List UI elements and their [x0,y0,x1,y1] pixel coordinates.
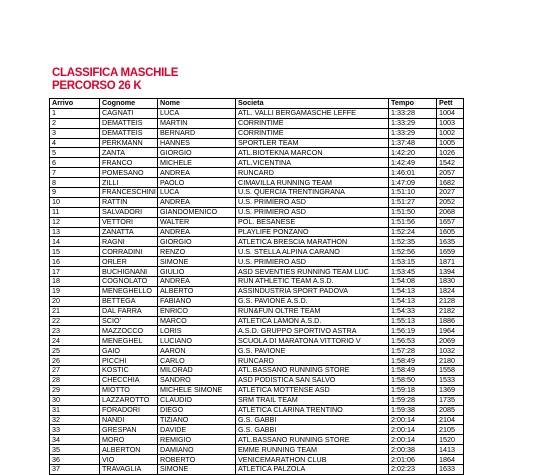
table-row [50,435,464,445]
time-cell: 1:56:19 [389,326,437,336]
first-name-cell: SIMONE [158,464,236,474]
table-row [50,128,464,138]
arrival-position-cell: 31 [50,405,100,415]
arrival-position-cell: 4 [50,138,100,148]
surname-cell: RAGNI [100,237,158,247]
table-row [50,148,464,158]
surname-cell: SCIO' [100,316,158,326]
table-row [50,385,464,395]
club-cell: G.S. GABBI [236,425,389,435]
club-cell: POL. BESANESE [236,217,389,227]
bib-number-cell: 1413 [437,445,464,455]
club-cell: ATL.BIOTEKNA MARCON [236,148,389,158]
first-name-cell: ROBERTO [158,455,236,465]
surname-cell: RATTIN [100,197,158,207]
bib-number-cell: 1542 [437,158,464,168]
first-name-cell: PAOLO [158,178,236,188]
table-row [50,158,464,168]
arrival-position-cell: 15 [50,247,100,257]
time-cell: 2:00:14 [389,415,437,425]
bib-number-cell: 2105 [437,425,464,435]
arrival-position-cell: 35 [50,445,100,455]
column-header-arrivo: Arrivo [50,99,100,109]
time-cell: 1:33:29 [389,128,437,138]
arrival-position-cell: 22 [50,316,100,326]
time-cell: 1:33:28 [389,108,437,118]
column-header-pett: Pett [437,99,464,109]
surname-cell: ORLER [100,257,158,267]
arrival-position-cell: 20 [50,296,100,306]
time-cell: 1:52:56 [389,247,437,257]
first-name-cell: FABIANO [158,296,236,306]
bib-number-cell: 1520 [437,435,464,445]
time-cell: 1:59:38 [389,405,437,415]
arrival-position-cell: 27 [50,366,100,376]
first-name-cell: LUCA [158,108,236,118]
table-row [50,257,464,267]
bib-number-cell: 2069 [437,336,464,346]
bib-number-cell: 2182 [437,306,464,316]
club-cell: ATLETICA MOTTENSE ASD [236,385,389,395]
surname-cell: MAZZOCCO [100,326,158,336]
arrival-position-cell: 18 [50,277,100,287]
time-cell: 1:53:15 [389,257,437,267]
club-cell: CORRINTIME [236,118,389,128]
first-name-cell: TIZIANO [158,415,236,425]
table-row [50,286,464,296]
table-row [50,178,464,188]
surname-cell: POMESANO [100,168,158,178]
time-cell: 1:46:01 [389,168,437,178]
arrival-position-cell: 24 [50,336,100,346]
course-subtitle: PERCORSO 26 K [52,80,142,92]
club-cell: U.S. STELLA ALPINA CARANO [236,247,389,257]
time-cell: 1:52:35 [389,237,437,247]
arrival-position-cell: 16 [50,257,100,267]
bib-number-cell: 2052 [437,197,464,207]
bib-number-cell: 1005 [437,138,464,148]
arrival-position-cell: 33 [50,425,100,435]
table-row [50,464,464,474]
table-row [50,207,464,217]
time-cell: 2:01:06 [389,455,437,465]
surname-cell: LAZZAROTTO [100,395,158,405]
first-name-cell: SANDRO [158,375,236,385]
club-cell: CIMAVILLA RUNNING TEAM [236,178,389,188]
surname-cell: ALBERTON [100,445,158,455]
first-name-cell: ANDREA [158,277,236,287]
surname-cell: FORADORI [100,405,158,415]
surname-cell: CORRADINI [100,247,158,257]
surname-cell: FRANCO [100,158,158,168]
arrival-position-cell: 11 [50,207,100,217]
table-row [50,267,464,277]
table-row [50,237,464,247]
time-cell: 1:42:20 [389,148,437,158]
bib-number-cell: 1886 [437,316,464,326]
results-title: CLASSIFICA MASCHILE [52,67,179,79]
time-cell: 1:58:49 [389,366,437,376]
club-cell: ATL.BASSANO RUNNING STORE [236,366,389,376]
arrival-position-cell: 37 [50,464,100,474]
arrival-position-cell: 21 [50,306,100,316]
club-cell: ATLETICA BRESCIA MARATHON [236,237,389,247]
surname-cell: KOSTIC [100,366,158,376]
club-cell: PLAYLIFE PONZANO [236,227,389,237]
surname-cell: MIOTTO [100,385,158,395]
arrival-position-cell: 3 [50,128,100,138]
results-body [50,108,464,474]
time-cell: 1:51:10 [389,188,437,198]
club-cell: U.S. QUERCIA TRENTINGRANA [236,188,389,198]
arrival-position-cell: 34 [50,435,100,445]
time-cell: 1:54:13 [389,286,437,296]
table-row [50,445,464,455]
arrival-position-cell: 36 [50,455,100,465]
arrival-position-cell: 14 [50,237,100,247]
bib-number-cell: 1605 [437,227,464,237]
arrival-position-cell: 2 [50,118,100,128]
bib-number-cell: 2180 [437,356,464,366]
arrival-position-cell: 12 [50,217,100,227]
bib-number-cell: 2128 [437,296,464,306]
time-cell: 1:37:48 [389,138,437,148]
table-row [50,455,464,465]
club-cell: SCUOLA DI MARATONA VITTORIO V [236,336,389,346]
table-row [50,217,464,227]
time-cell: 1:59:28 [389,395,437,405]
first-name-cell: MICHELE [158,158,236,168]
arrival-position-cell: 29 [50,385,100,395]
surname-cell: GAIO [100,346,158,356]
time-cell: 1:33:29 [389,118,437,128]
column-header-nome: Nome [158,99,236,109]
club-cell: ATL.BASSANO RUNNING STORE [236,435,389,445]
time-cell: 1:51:27 [389,197,437,207]
table-row [50,138,464,148]
club-cell: ATL. VALLI BERGAMASCHE LEFFE [236,108,389,118]
table-row [50,197,464,207]
column-header-societa: Societa [236,99,389,109]
first-name-cell: ENRICO [158,306,236,316]
time-cell: 1:55:13 [389,316,437,326]
bib-number-cell: 1735 [437,395,464,405]
time-cell: 1:51:50 [389,207,437,217]
time-cell: 1:54:33 [389,306,437,316]
first-name-cell: RENZO [158,247,236,257]
first-name-cell: MICHELE SIMONE [158,385,236,395]
arrival-position-cell: 13 [50,227,100,237]
first-name-cell: ANDREA [158,168,236,178]
surname-cell: BUCHIGNANI [100,267,158,277]
surname-cell: GRESPAN [100,425,158,435]
surname-cell: CHECCHIA [100,375,158,385]
bib-number-cell: 1026 [437,148,464,158]
surname-cell: VIO [100,455,158,465]
club-cell: EMME RUNNING TEAM [236,445,389,455]
bib-number-cell: 1394 [437,267,464,277]
time-cell: 1:53:45 [389,267,437,277]
surname-cell: ZANTA [100,148,158,158]
first-name-cell: LUCA [158,188,236,198]
bib-number-cell: 1635 [437,237,464,247]
table-row [50,336,464,346]
table-row [50,108,464,118]
first-name-cell: MILORAD [158,366,236,376]
bib-number-cell: 2085 [437,405,464,415]
table-row [50,415,464,425]
first-name-cell: ANDREA [158,227,236,237]
club-cell: G.S. PAVIONE A.S.D. [236,296,389,306]
surname-cell: PICCHI [100,356,158,366]
table-row [50,316,464,326]
first-name-cell: HANNES [158,138,236,148]
first-name-cell: REMIGIO [158,435,236,445]
bib-number-cell: 1369 [437,385,464,395]
column-header-tempo: Tempo [389,99,437,109]
time-cell: 1:56:53 [389,336,437,346]
first-name-cell: GIULIO [158,267,236,277]
club-cell: RUNCARD [236,168,389,178]
surname-cell: NANDI [100,415,158,425]
surname-cell: VETTORI [100,217,158,227]
club-cell: ATLETICA CLARINA TRENTINO [236,405,389,415]
first-name-cell: SIMONE [158,257,236,267]
bib-number-cell: 1003 [437,118,464,128]
first-name-cell: WALTER [158,217,236,227]
bib-number-cell: 1682 [437,178,464,188]
time-cell: 2:00:14 [389,435,437,445]
club-cell: ATL.VICENTINA [236,158,389,168]
table-row [50,306,464,316]
arrival-position-cell: 26 [50,356,100,366]
arrival-position-cell: 6 [50,158,100,168]
time-cell: 2:02:23 [389,464,437,474]
arrival-position-cell: 23 [50,326,100,336]
arrival-position-cell: 17 [50,267,100,277]
first-name-cell: DAMIANO [158,445,236,455]
time-cell: 1:52:24 [389,227,437,237]
table-row [50,227,464,237]
first-name-cell: GIORGIO [158,237,236,247]
table-row [50,425,464,435]
table-row [50,375,464,385]
club-cell: U.S. PRIMIERO ASD [236,207,389,217]
time-cell: 1:58:50 [389,375,437,385]
arrival-position-cell: 28 [50,375,100,385]
table-row [50,168,464,178]
table-row [50,395,464,405]
club-cell: CORRINTIME [236,128,389,138]
surname-cell: COGNOLATO [100,277,158,287]
first-name-cell: AARON [158,346,236,356]
club-cell: ATLETICA LAMON A.S.D. [236,316,389,326]
bib-number-cell: 1657 [437,217,464,227]
bib-number-cell: 2057 [437,168,464,178]
table-row [50,405,464,415]
time-cell: 1:59:18 [389,385,437,395]
arrival-position-cell: 7 [50,168,100,178]
time-cell: 1:58:49 [389,356,437,366]
bib-number-cell: 1002 [437,128,464,138]
surname-cell: TRAVAGLIA [100,464,158,474]
surname-cell: ZILLI [100,178,158,188]
surname-cell: BETTEGA [100,296,158,306]
table-row [50,326,464,336]
surname-cell: MENEGHEL [100,336,158,346]
club-cell: VENICEMARATHON CLUB [236,455,389,465]
header-row [50,99,464,109]
table-row [50,346,464,356]
surname-cell: MENEGHELLO [100,286,158,296]
club-cell: SPORTLER TEAM [236,138,389,148]
arrival-position-cell: 5 [50,148,100,158]
surname-cell: DEMATTEIS [100,118,158,128]
bib-number-cell: 1964 [437,326,464,336]
club-cell: SRM TRAIL TEAM [236,395,389,405]
first-name-cell: DIEGO [158,405,236,415]
surname-cell: SALVADORI [100,207,158,217]
bib-number-cell: 1004 [437,108,464,118]
club-cell: RUNCARD [236,356,389,366]
table-row [50,366,464,376]
arrival-position-cell: 10 [50,197,100,207]
surname-cell: MORO [100,435,158,445]
time-cell: 1:47:09 [389,178,437,188]
first-name-cell: CLAUDIO [158,395,236,405]
first-name-cell: LUCIANO [158,336,236,346]
first-name-cell: MARCO [158,316,236,326]
results-table [49,98,464,475]
club-cell: ATLETICA PALZOLA [236,464,389,474]
bib-number-cell: 1830 [437,277,464,287]
time-cell: 1:51:56 [389,217,437,227]
bib-number-cell: 1633 [437,464,464,474]
first-name-cell: MARTIN [158,118,236,128]
club-cell: G.S. GABBI [236,415,389,425]
bib-number-cell: 1824 [437,286,464,296]
first-name-cell: ANDREA [158,197,236,207]
time-cell: 1:54:13 [389,296,437,306]
club-cell: RUN ATHLETIC TEAM A.S.D. [236,277,389,287]
club-cell: A.S.D. GRUPPO SPORTIVO ASTRA [236,326,389,336]
table-row [50,356,464,366]
club-cell: U.S. PRIMIERO ASD [236,257,389,267]
time-cell: 1:42:49 [389,158,437,168]
first-name-cell: ALBERTO [158,286,236,296]
surname-cell: PERKMANN [100,138,158,148]
surname-cell: ZANATTA [100,227,158,237]
first-name-cell: GIANDOMENICO [158,207,236,217]
surname-cell: CAGNATI [100,108,158,118]
bib-number-cell: 1864 [437,455,464,465]
table-row [50,247,464,257]
arrival-position-cell: 8 [50,178,100,188]
table-row [50,118,464,128]
club-cell: RUN&FUN OLTRE TEAM [236,306,389,316]
table-row [50,277,464,287]
first-name-cell: DAVIDE [158,425,236,435]
arrival-position-cell: 30 [50,395,100,405]
arrival-position-cell: 9 [50,188,100,198]
arrival-position-cell: 32 [50,415,100,425]
club-cell: ASD PODISTICA SAN SALVO [236,375,389,385]
bib-number-cell: 1659 [437,247,464,257]
time-cell: 1:57:28 [389,346,437,356]
surname-cell: DAL FARRA [100,306,158,316]
surname-cell: DEMATTEIS [100,128,158,138]
first-name-cell: BERNARD [158,128,236,138]
bib-number-cell: 2104 [437,415,464,425]
club-cell: ASSINDUSTRIA SPORT PADOVA [236,286,389,296]
arrival-position-cell: 1 [50,108,100,118]
bib-number-cell: 1558 [437,366,464,376]
bib-number-cell: 2027 [437,188,464,198]
table-row [50,188,464,198]
first-name-cell: GIORGIO [158,148,236,158]
bib-number-cell: 1871 [437,257,464,267]
time-cell: 2:00:14 [389,425,437,435]
surname-cell: FRANCESCHINI [100,188,158,198]
table-row [50,296,464,306]
first-name-cell: CARLO [158,356,236,366]
time-cell: 2:00:38 [389,445,437,455]
club-cell: U.S. PRIMIERO ASD [236,197,389,207]
bib-number-cell: 1032 [437,346,464,356]
bib-number-cell: 1533 [437,375,464,385]
club-cell: G.S. PAVIONE [236,346,389,356]
bib-number-cell: 2068 [437,207,464,217]
column-header-cognome: Cognome [100,99,158,109]
arrival-position-cell: 19 [50,286,100,296]
time-cell: 1:54:08 [389,277,437,287]
first-name-cell: LORIS [158,326,236,336]
club-cell: ASD SEVENTIES RUNNING TEAM LUC [236,267,389,277]
arrival-position-cell: 25 [50,346,100,356]
